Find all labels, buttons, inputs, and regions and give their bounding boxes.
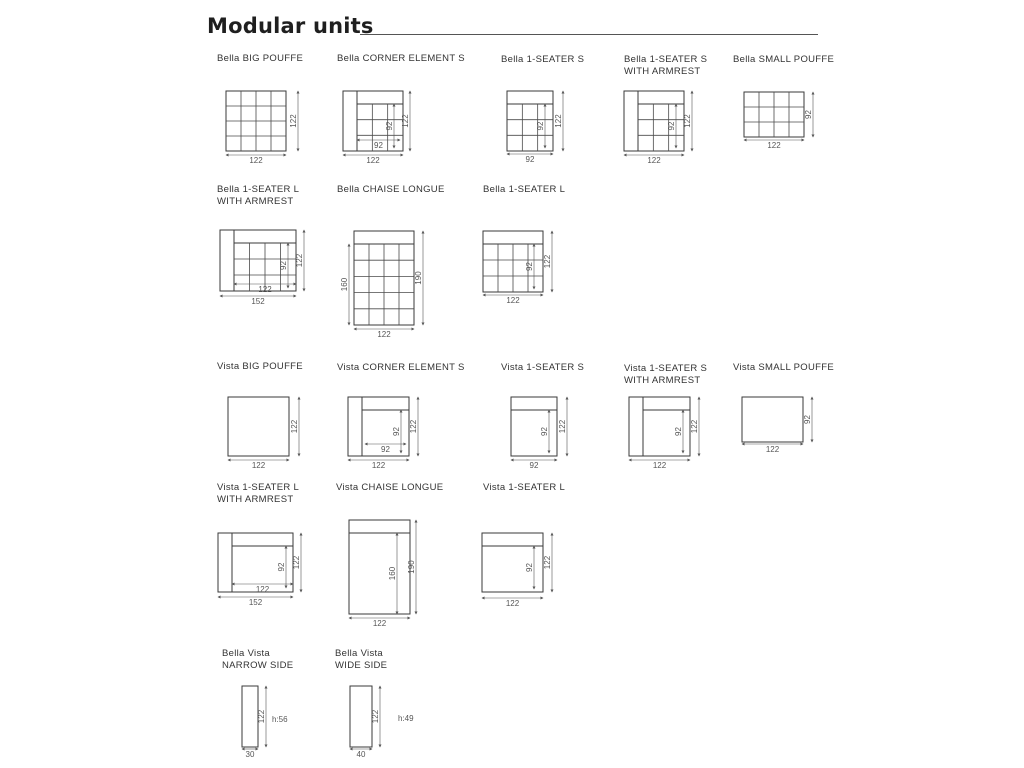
vista-1-seater-s-arm-depth-label: 122 [690, 419, 699, 434]
bella-1-seater-s-seat-depth-label: 92 [536, 121, 545, 131]
vista-1-seater-s-arm-back [643, 397, 690, 410]
bella-1-seater-s-depth-label: 122 [554, 114, 563, 128]
bella-small-pouffe-width-label: 122 [767, 141, 781, 150]
bella-corner-seat-depth-label: 92 [385, 121, 394, 131]
bella-corner-seat-width-label: 92 [374, 141, 383, 150]
height-note-narrow: h:56 [272, 715, 288, 724]
bella-big-pouffe-depth-label: 122 [289, 114, 298, 128]
label-narrow-side: Bella Vista NARROW SIDE [222, 648, 294, 671]
bella-1-seater-l-back [483, 231, 543, 244]
bella-1-seater-l-arm-back [234, 230, 296, 243]
label-bella-chaise-longue: Bella CHAISE LONGUE [337, 184, 445, 195]
label-bella-1-seater-s-armrest: Bella 1-SEATER S WITH ARMREST [624, 54, 708, 77]
vista-small-pouffe-outline [742, 397, 803, 442]
vista-corner-seat-width-label: 92 [381, 445, 390, 454]
bella-1-seater-s-outline [507, 91, 553, 151]
wide-side-outline [350, 686, 372, 747]
vista-1-seater-l-arm-left [218, 533, 232, 592]
bella-1-seater-s-arm-width-label: 122 [647, 156, 661, 165]
vista-1-seater-s-arm-outline [629, 397, 690, 456]
bella-1-seater-l-arm-left [220, 230, 234, 291]
bella-1-seater-s-arm-outline [624, 91, 684, 151]
label-bella-1-seater-s: Bella 1-SEATER S [501, 54, 585, 65]
label-vista-big-pouffe: Vista BIG POUFFE [217, 361, 303, 372]
vista-1-seater-l-arm-width-label: 152 [248, 598, 263, 607]
wide-side-width-label: 40 [356, 750, 366, 759]
vista-corner-width-label: 122 [371, 461, 386, 470]
vista-chaise-length-label: 190 [407, 560, 416, 574]
vista-1-seater-s-back [511, 397, 557, 410]
bella-1-seater-l-arm-outline [220, 230, 296, 291]
vista-1-seater-l-arm-seat-depth-label: 92 [277, 562, 286, 572]
wide-side-length-label: 122 [371, 709, 380, 724]
vista-corner-outline [348, 397, 409, 456]
label-vista-chaise-longue: Vista CHAISE LONGUE [336, 482, 444, 493]
height-note-wide: h:49 [398, 714, 414, 723]
label-bella-1-seater-l-armrest: Bella 1-SEATER L WITH ARMREST [217, 184, 300, 207]
vista-1-seater-l-seat-depth-label: 92 [525, 563, 534, 572]
vista-corner-back-left [348, 397, 362, 456]
vista-big-pouffe-outline [228, 397, 289, 456]
label-vista-1-seater-s-armrest: Vista 1-SEATER S WITH ARMREST [624, 363, 708, 386]
bella-1-seater-l-arm-width-label: 152 [251, 297, 265, 306]
vista-corner-depth-label: 122 [409, 419, 418, 434]
bella-1-seater-s-arm-back [638, 91, 684, 104]
bella-1-seater-s-arm-left [624, 91, 638, 151]
bella-1-seater-s-arm-seat-depth-label: 92 [667, 121, 676, 131]
label-bella-small-pouffe: Bella SMALL POUFFE [733, 54, 835, 65]
bella-1-seater-l-arm-depth-label: 122 [295, 253, 304, 268]
bella-chaise-length-label: 190 [414, 271, 423, 285]
label-vista-1-seater-s: Vista 1-SEATER S [501, 362, 585, 373]
vista-1-seater-s-arm-seat-depth-label: 92 [674, 427, 683, 436]
bella-corner-width-label: 122 [366, 156, 380, 165]
vista-1-seater-l-arm-depth-label: 122 [292, 555, 301, 570]
vista-1-seater-l-width-label: 122 [505, 599, 520, 608]
vista-1-seater-l-arm-back [232, 533, 293, 546]
bella-1-seater-l-arm-seat-depth-label: 92 [279, 261, 288, 270]
vista-1-seater-l-arm-seat-width-label: 122 [255, 585, 270, 594]
vista-1-seater-l-depth-label: 122 [543, 555, 552, 570]
vista-chaise-width-label: 122 [372, 619, 387, 628]
vista-chaise-outline [349, 520, 410, 614]
bella-1-seater-s-back [507, 91, 553, 104]
narrow-side-length-label: 122 [257, 709, 266, 724]
bella-1-seater-l-width-label: 122 [506, 296, 520, 305]
vista-1-seater-s-width-label: 92 [529, 461, 539, 470]
vista-1-seater-l-back [482, 533, 543, 546]
bella-small-pouffe-depth-label: 92 [804, 110, 813, 119]
vista-1-seater-s-depth-label: 122 [558, 419, 567, 434]
vista-corner-back-top [362, 397, 409, 410]
bella-1-seater-l-depth-label: 122 [543, 254, 552, 269]
vista-1-seater-l-arm-outline [218, 533, 293, 592]
label-vista-1-seater-l: Vista 1-SEATER L [483, 482, 566, 493]
narrow-side-outline [242, 686, 258, 747]
bella-1-seater-l-seat-depth-label: 92 [525, 262, 534, 271]
bella-chaise-back [354, 231, 414, 244]
label-bella-big-pouffe: Bella BIG POUFFE [217, 53, 304, 64]
label-vista-small-pouffe: Vista SMALL POUFFE [733, 362, 834, 373]
vista-small-pouffe-width-label: 122 [765, 445, 780, 454]
bella-1-seater-s-arm-depth-label: 122 [683, 114, 692, 128]
label-vista-1-seater-l-armrest: Vista 1-SEATER L WITH ARMREST [217, 482, 300, 505]
label-bella-corner-element-s: Bella CORNER ELEMENT S [337, 53, 465, 64]
vista-big-pouffe-width-label: 122 [251, 461, 266, 470]
vista-1-seater-s-arm-left [629, 397, 643, 456]
bella-corner-back-left [343, 91, 357, 151]
vista-chaise-back [349, 520, 410, 533]
vista-1-seater-s-outline [511, 397, 557, 456]
label-wide-side: Bella Vista WIDE SIDE [335, 648, 388, 671]
vista-1-seater-s-seat-depth-label: 92 [540, 427, 549, 436]
bella-chaise-seat-length-label: 160 [340, 277, 349, 292]
vista-chaise-seat-length-label: 160 [388, 566, 397, 581]
page-title: Modular units [207, 14, 374, 38]
bella-1-seater-s-width-label: 92 [525, 155, 535, 164]
bella-big-pouffe-width-label: 122 [249, 156, 263, 165]
narrow-side-width-label: 30 [245, 750, 255, 759]
vista-small-pouffe-depth-label: 92 [803, 415, 812, 424]
vista-corner-seat-depth-label: 92 [392, 427, 401, 436]
label-vista-corner-element-s: Vista CORNER ELEMENT S [337, 362, 465, 373]
bella-corner-back-top [357, 91, 403, 104]
vista-big-pouffe-depth-label: 122 [290, 419, 299, 434]
bella-1-seater-l-arm-seat-width-label: 122 [258, 285, 272, 294]
bella-corner-depth-label: 122 [401, 114, 410, 128]
vista-1-seater-s-arm-width-label: 122 [652, 461, 667, 470]
bella-chaise-width-label: 122 [377, 330, 391, 339]
label-bella-1-seater-l: Bella 1-SEATER L [483, 184, 566, 195]
